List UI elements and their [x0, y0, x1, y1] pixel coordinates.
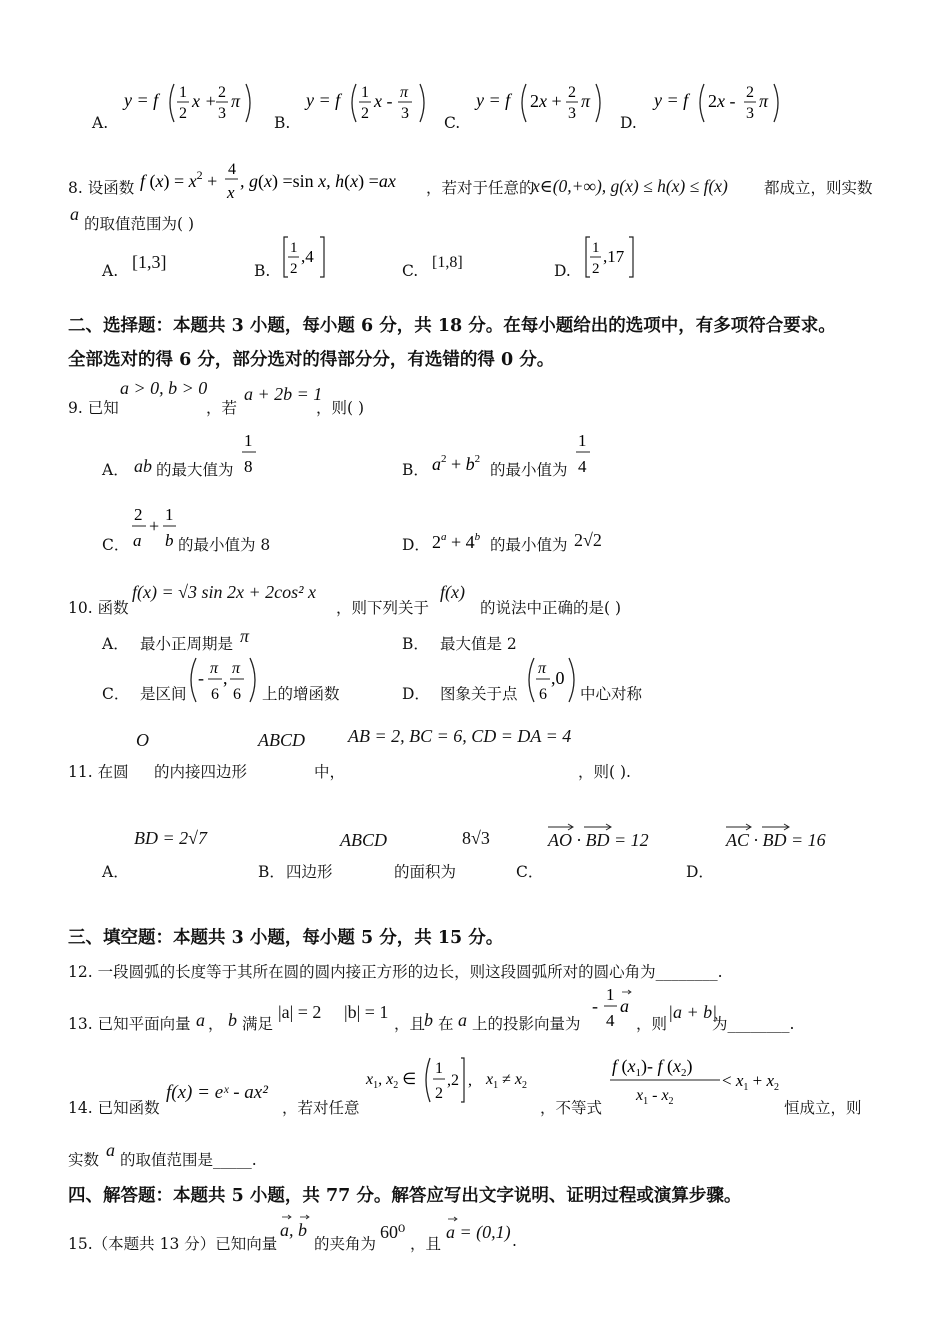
q9-prefix: 9. 已知: [68, 399, 119, 417]
q11-b-val: 8√3: [462, 828, 490, 848]
q11-b-text2: 的面积为: [394, 863, 457, 881]
q9-cond: a > 0, b > 0: [120, 378, 208, 398]
svg-text:< x1 + x2: < $x_1 + x_2$: [722, 1071, 780, 1093]
q11-a-expr: BD = 2√7: [134, 828, 208, 848]
q8-mid: ，若对于任意的: [426, 179, 535, 197]
svg-text:1: 1: [578, 431, 587, 450]
svg-text:+: +: [149, 516, 160, 536]
q15-vec-a-arrow: [446, 1214, 460, 1224]
svg-text:π: π: [581, 91, 591, 111]
svg-text:y = f: y = f: [654, 90, 689, 110]
q15-t2: ，且: [410, 1235, 442, 1253]
q13-a: a: [196, 1010, 205, 1030]
svg-text:π: π: [538, 660, 547, 677]
q9-a-val: [240, 428, 262, 480]
svg-text:π: π: [210, 660, 219, 677]
q15-t1: 的夹角为: [314, 1235, 377, 1253]
q14-t2: ，不等式: [540, 1099, 603, 1117]
q8-a-label: A.: [102, 262, 119, 280]
svg-text:f (x) = x2 +: f $(x) = x^2$ +: [140, 168, 218, 191]
svg-text:-: -: [592, 996, 598, 1016]
q14-ineq: [608, 1050, 788, 1108]
svg-text:,: ,: [223, 668, 228, 688]
svg-text:π: π: [232, 660, 241, 677]
svg-text:y = f: y = f: [124, 90, 159, 110]
svg-text:2: 2: [290, 261, 298, 277]
q9-b-label: B．: [402, 461, 429, 479]
svg-text:4: 4: [578, 457, 587, 476]
q7-b-label: B.: [274, 114, 291, 132]
svg-text:,0: ,0: [551, 668, 565, 688]
svg-text:1: 1: [290, 240, 298, 256]
q7-c-label: C.: [444, 114, 461, 132]
svg-text:3: 3: [218, 105, 226, 122]
q13-b: b: [228, 1010, 237, 1030]
q10-a-label: A．: [102, 635, 129, 653]
q9-mid: ，若: [206, 399, 238, 417]
q10-d-point: [524, 654, 580, 706]
svg-text:6: 6: [539, 686, 547, 703]
q7-option-a: [92, 78, 262, 130]
q11-b-quad: ABCD: [340, 830, 387, 850]
q9-a-text: 的最大值为: [156, 461, 234, 479]
q11-a-label: A．: [102, 863, 129, 881]
q13-t5: ，则: [636, 1015, 668, 1033]
q9-c-text: 的最小值为 8: [178, 536, 271, 554]
q15-angle: 60⁰: [380, 1222, 406, 1242]
svg-text:a: a: [133, 531, 142, 550]
q15-vecs: a, b: [280, 1220, 307, 1240]
q7-c-formula: [474, 78, 614, 128]
q14-var: a: [106, 1140, 115, 1160]
q13-t1: 满足: [242, 1015, 274, 1033]
svg-text:1: 1: [244, 431, 253, 450]
q14-line2b: 的取值范围是_____.: [120, 1151, 257, 1169]
svg-text:3: 3: [568, 105, 576, 122]
svg-text:x +: x +: [192, 91, 217, 111]
q10-a-text: 最小正周期是: [140, 635, 234, 653]
q13-tail: 为________.: [712, 1015, 795, 1033]
q14-prefix: 14. 已知函数: [68, 1099, 160, 1117]
q9-d-text: 的最小值为: [490, 536, 568, 554]
svg-text:1: 1: [361, 84, 369, 101]
q9-d-val: 2√2: [574, 530, 602, 550]
q14-t3: 恒成立，则: [784, 1099, 862, 1117]
svg-text:4: 4: [606, 1011, 615, 1030]
svg-text:3: 3: [401, 105, 409, 122]
q13-t2: ，且: [394, 1015, 426, 1033]
svg-text:y = f: y = f: [306, 90, 341, 110]
q14-line2a: 实数: [68, 1151, 100, 1169]
svg-text:-: -: [198, 668, 204, 688]
q10-c-label: C．: [102, 685, 130, 703]
svg-text:2: 2: [361, 105, 369, 122]
q13-a2: a: [458, 1010, 467, 1030]
section-4-title: 四、解答题：本题共 5 小题，共 77 分。解答应写出文字说明、证明过程或演算步骤。: [68, 1186, 742, 1206]
q8-d-val: [584, 234, 638, 280]
q9-c-label: C．: [102, 536, 130, 554]
section-2-line2: 全部选对的得 6 分，部分选对的得部分分，有选错的得 0 分。: [68, 350, 555, 370]
q10-d-text1: 图象关于点: [440, 685, 518, 703]
q11-c-vector-arrows: [546, 822, 616, 832]
svg-text:2: 2: [179, 105, 187, 122]
svg-text:2: 2: [134, 505, 143, 524]
q10-d-text2: 中心对称: [580, 685, 643, 703]
q8-b-label: B.: [254, 262, 271, 280]
svg-text:π: π: [759, 91, 769, 111]
q7-a-label: A.: [92, 114, 109, 132]
q11-c-expr: AO · BD = 12: [548, 830, 649, 850]
q9-tail: ，则( ): [316, 399, 365, 417]
q13-proj: [590, 980, 636, 1034]
q11-d-label: D．: [686, 863, 714, 881]
svg-text:x: x: [227, 183, 235, 202]
q13-prefix: 13. 已知平面向量: [68, 1015, 191, 1033]
q7-d-label: D.: [620, 114, 637, 132]
q10-b-label: B．: [402, 635, 429, 653]
q13-abs-b: |b| = 1: [344, 1002, 389, 1022]
svg-text:8: 8: [244, 457, 253, 476]
q15-prefix: 15.（本题共 13 分）已知向量: [68, 1235, 278, 1253]
svg-text:,2: ,2: [447, 1072, 459, 1089]
svg-text:f (x1)- f (x2): f $(x_1)-$ f $(x_2)$: [612, 1056, 693, 1079]
q8-var: a: [70, 204, 79, 224]
svg-text:2: 2: [568, 84, 576, 101]
q8-prefix: 8. 设函数: [68, 179, 135, 197]
q11-b-text1: 四边形: [286, 863, 333, 881]
q10-tail: 的说法中正确的是( ): [480, 599, 622, 617]
q8-c-label: C.: [402, 262, 419, 280]
q11-circle-o: O: [136, 730, 149, 750]
q10-prefix: 10. 函数: [68, 599, 129, 617]
svg-text:1: 1: [606, 985, 615, 1004]
q14-cond: [364, 1052, 540, 1108]
q12-text: 12. 一段圆弧的长度等于其所在圆的圆内接正方形的边长，则这段圆弧所对的圆心角为________.: [68, 963, 723, 981]
svg-text:2: 2: [435, 1085, 443, 1102]
q7-d-formula: [652, 78, 798, 128]
q11-tail: ，则( ).: [578, 763, 631, 781]
svg-text:b: b: [165, 531, 174, 550]
q11-mid2: 中，: [314, 763, 346, 781]
q11-d-expr: AC · BD = 16: [726, 830, 826, 850]
q10-func: f(x) = √3 sin 2x + 2cos² x: [132, 582, 317, 602]
q7-option-d: [620, 78, 800, 130]
q13-t4: 上的投影向量为: [472, 1015, 581, 1033]
svg-text:1: 1: [435, 1060, 443, 1077]
q9-eq: a + 2b = 1: [244, 384, 323, 404]
svg-text:2: 2: [746, 84, 754, 101]
svg-text:x1 - x2: $x_1 - x_2$: [636, 1087, 674, 1107]
q13-abs-a: |a| = 2: [278, 1002, 322, 1022]
q10-d-label: D．: [402, 685, 430, 703]
q10-a-val: π: [240, 626, 250, 646]
section-2-line1: 二、选择题：本题共 3 小题，每小题 6 分，共 18 分。在每小题给出的选项中，有多项符合要求。: [68, 316, 836, 336]
q8-d-label: D.: [554, 262, 571, 280]
q7-option-b: [274, 78, 434, 130]
q8-c-val: [1,8]: [432, 254, 463, 271]
q7-a-formula: [122, 78, 262, 128]
q13-abs-ab: |a + b|: [668, 1002, 718, 1022]
svg-text:,17: ,17: [603, 247, 625, 266]
svg-text:2: 2: [218, 84, 226, 101]
q9-b-text: 的最小值为: [490, 461, 568, 479]
q13-b2: b: [424, 1010, 433, 1030]
svg-text:4: 4: [228, 161, 236, 178]
svg-text:x1 ≠ x2: $x_1 \ne x_2$: [486, 1071, 527, 1091]
q11-quad: ABCD: [258, 730, 305, 750]
q13-sep: ，: [208, 1015, 224, 1033]
section-3-title: 三、填空题：本题共 3 小题，每小题 5 分，共 15 分。: [68, 928, 504, 948]
q11-cond: AB = 2, BC = 6, CD = DA = 4: [348, 726, 572, 746]
q11-c-label: C．: [516, 863, 544, 881]
svg-text:2x -: 2x -: [708, 91, 736, 111]
q7-b-formula: [304, 78, 434, 128]
q15-vec-arrows: [280, 1212, 314, 1222]
svg-text:,4: ,4: [301, 247, 314, 266]
svg-text:3: 3: [746, 105, 754, 122]
q14-func: f(x) = eˣ - ax²: [166, 1082, 268, 1103]
q15-vec-a: a = (0,1): [446, 1222, 511, 1242]
q10-c-text2: 上的增函数: [262, 685, 340, 703]
q8-tail: 的取值范围为( ): [84, 215, 195, 233]
svg-text:y = f: y = f: [476, 90, 511, 110]
svg-text:a: a: [620, 996, 629, 1016]
svg-text:2: 2: [592, 261, 600, 277]
svg-text:π: π: [400, 84, 409, 101]
q10-fx: f(x): [440, 582, 465, 602]
q9-b-expr: [430, 448, 490, 478]
svg-text:2x +: 2x +: [530, 91, 562, 111]
q9-d-label: D．: [402, 536, 430, 554]
q15-end: .: [512, 1232, 517, 1250]
q8-func: [138, 158, 426, 204]
q8-cond: x∈(0,+∞), g(x) ≤ h(x) ≤ f(x): [532, 176, 728, 196]
q8-a-val: [1,3]: [132, 252, 167, 272]
q8-b-val: [282, 234, 328, 280]
q11-prefix: 11. 在圆: [68, 763, 129, 781]
q11-b-label: B．: [258, 863, 285, 881]
q7-option-c: [444, 78, 614, 130]
q9-c-expr: [130, 502, 180, 554]
svg-text:6: 6: [211, 686, 219, 703]
q9-a-expr: ab: [134, 456, 152, 476]
svg-text:1: 1: [179, 84, 187, 101]
q11-d-vector-arrows: [724, 822, 794, 832]
q10-mid: ，则下列关于: [336, 599, 430, 617]
svg-text:1: 1: [165, 505, 174, 524]
q9-d-expr: [430, 524, 490, 554]
q10-b-text: 最大值是 2: [440, 635, 517, 653]
q9-b-val: [574, 428, 596, 480]
svg-text:,: ,: [468, 1072, 472, 1089]
q10-c-interval: [186, 654, 262, 706]
q9-a-label: A．: [102, 461, 129, 479]
svg-text:a2 + b2: $a^2 + b^2$: [432, 453, 481, 474]
q11-mid1: 的内接四边形: [154, 763, 248, 781]
svg-text:x -: x -: [374, 91, 393, 111]
q14-t1: ，若对任意: [282, 1099, 360, 1117]
q13-t3: 在: [438, 1015, 454, 1033]
q10-c-text1: 是区间: [140, 685, 187, 703]
svg-text:2a + 4b: $2^a + 4^b$: [432, 531, 481, 552]
q8-suffix: 都成立，则实数: [764, 179, 873, 197]
svg-text:6: 6: [233, 686, 241, 703]
svg-text:x1, x2 ∈: $x_1$, $x_2$ ∈: [366, 1071, 417, 1091]
svg-text:π: π: [231, 91, 241, 111]
svg-text:1: 1: [592, 240, 600, 256]
svg-text:, g(x) =sin x, h(x) =ax: , g(x) =sin x, h(x) =ax: [240, 171, 396, 191]
